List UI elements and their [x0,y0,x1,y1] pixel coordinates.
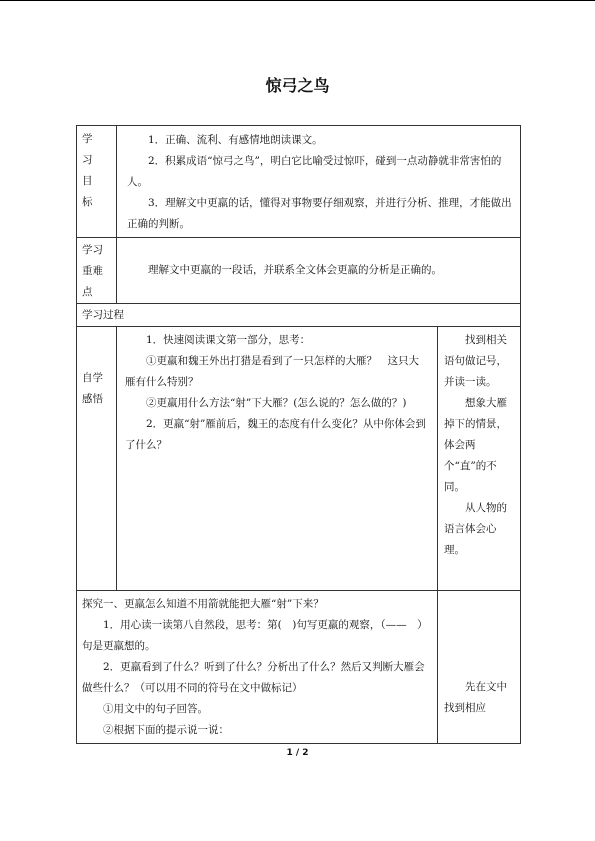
self-content-cell [117,327,438,591]
goals-label-cell [77,126,117,238]
self-label: 自学 感悟 [82,372,103,405]
goal-item: 1．正确、流利、有感情地朗读课文。 [148,134,323,146]
self-label-cell [77,327,117,591]
lesson-plan-table [76,125,521,744]
self-list [117,327,437,458]
tip-note: 想象大雁掉下的情景，体会两个“直”的不同。 [444,397,507,493]
goals-row [77,126,521,238]
self-item: 2．更羸“射”雁前后，魏王的态度有什么变化？从中你体会到了什么？ [125,418,426,451]
keypoints-label: 学习 重难 点 [82,244,103,298]
explore-tip-cell [438,591,521,744]
tip-note: 找到相关语句做记号，并读一读。 [444,334,507,388]
keypoints-text: 理解文中更羸的一段话，并联系全文体会更羸的分析是正确的。 [148,264,442,276]
explore-item: 2．更羸看到了什么？听到了什么？分析出了什么？然后又判断大雁会做些什么？（可以用不同的符号在文中做标记） [82,661,425,694]
goal-item: 3．理解文中更羸的话，懂得对事物要仔细观察，并进行分析、推理，才能做出正确的判断。 [127,197,512,230]
explore-row [77,591,521,744]
page-number: 1 / 2 [286,748,309,758]
goals-label: 学 习 目 标 [82,133,93,208]
goals-content-cell [117,126,521,238]
explore-list [77,591,437,743]
process-row [77,304,521,327]
explore-item: 1．用心读一读第八自然段，思考：第( )句写更羸的观察，（—— ）句是更羸想的。 [82,619,428,652]
keypoints-row [77,238,521,304]
explore-content-cell [77,591,438,744]
explore-heading: 探究一、更羸怎么知道不用箭就能把大雁“射”下来？ [82,598,324,610]
page-title: 惊弓之鸟 [265,76,330,95]
explore-tip: 先在文中找到相应 [444,681,507,714]
page-top-rule [0,0,595,1]
self-tips [438,327,520,563]
self-item: 1．快速阅读课文第一部分，思考： [146,334,311,346]
process-label: 学习过程 [82,309,124,321]
explore-item: ①用文中的句子回答。 [103,703,208,715]
keypoints-content-cell [117,238,521,304]
process-cell [77,304,521,327]
goals-list [117,126,520,237]
tip-note: 从人物的语言体会心理。 [444,502,507,556]
goal-item: 2．积累成语“惊弓之鸟”，明白它比喻受过惊吓，碰到一点动静就非常害怕的人。 [127,155,502,188]
self-item: ①更羸和魏王外出打猎是看到了一只怎样的大雁？ 这只大雁有什么特别？ [125,355,419,388]
explore-item: ②根据下面的提示说一说： [103,724,229,736]
keypoints-label-cell [77,238,117,304]
self-item: ②更羸用什么方法“射”下大雁？(怎么说的？怎么做的？) [146,397,407,409]
self-study-row [77,327,521,591]
self-tips-cell [438,327,521,591]
